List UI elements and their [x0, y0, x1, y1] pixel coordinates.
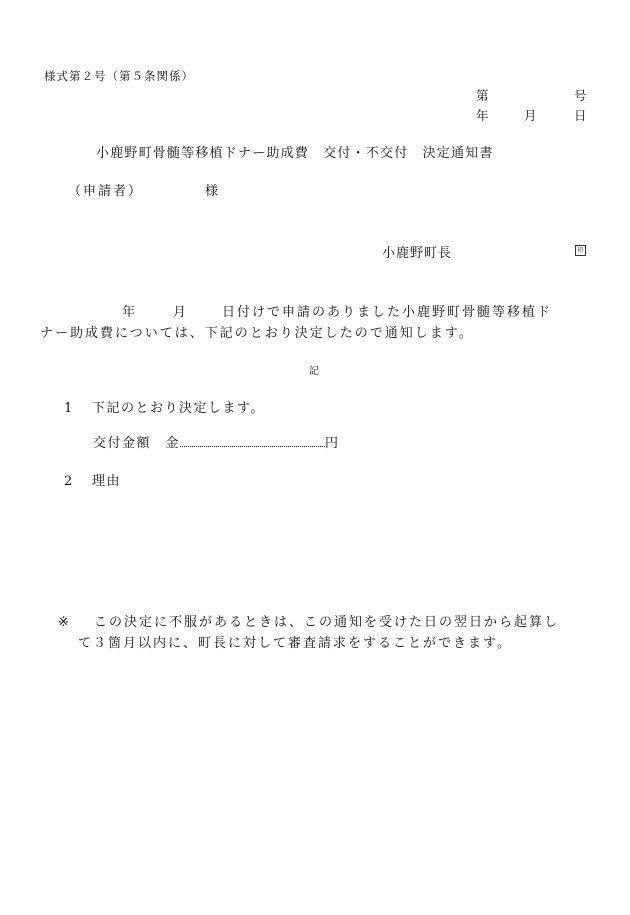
document-number-prefix: 第 [476, 88, 489, 103]
body-line-1-rest: 日付けで申請のありました小鹿野町骨髄等移植ド [222, 305, 553, 320]
note-mark: ※ [58, 615, 71, 630]
body-year: 年 [122, 305, 138, 320]
body-month: 月 [173, 305, 189, 320]
item-1-text: 下記のとおり決定します。 [92, 401, 265, 416]
seal-mark: 印 [575, 245, 586, 256]
date-year: 年 [476, 108, 489, 123]
issuer-name: 小鹿野町長 [382, 246, 453, 261]
grant-amount-unit: 円 [325, 436, 340, 451]
body-paragraph [40, 302, 588, 344]
applicant-label: （申請者） [68, 184, 144, 199]
grant-amount-field [180, 435, 325, 447]
ki-heading: 記 [309, 366, 319, 377]
note-line-2: て３箇月以内に、町長に対して審査請求をすることができます。 [78, 636, 512, 651]
item-2-number: 2 [64, 474, 74, 489]
document-title: 小鹿野町骨髄等移植ドナー助成費 交付・不交付 決定通知書 [96, 146, 494, 161]
item-1 [64, 397, 265, 416]
date-day: 日 [574, 108, 587, 123]
document-number-suffix: 号 [574, 88, 587, 103]
item-2 [64, 470, 121, 489]
grant-amount-label: 交付金額 金 [93, 436, 181, 451]
date-month: 月 [524, 108, 537, 123]
body-line-2: ナー助成費については、下記のとおり決定したので通知します。 [40, 326, 474, 341]
grant-amount-row [93, 432, 340, 451]
body-line-1 [40, 302, 588, 323]
form-number: 様式第２号（第５条関係） [44, 69, 194, 83]
applicant-honorific: 様 [205, 184, 219, 199]
appeal-note [58, 612, 588, 654]
item-1-number: 1 [64, 401, 74, 416]
note-line-1: この決定に不服があるときは、この通知を受けた日の翌日から起算し [94, 615, 560, 630]
item-2-text: 理由 [92, 474, 122, 489]
